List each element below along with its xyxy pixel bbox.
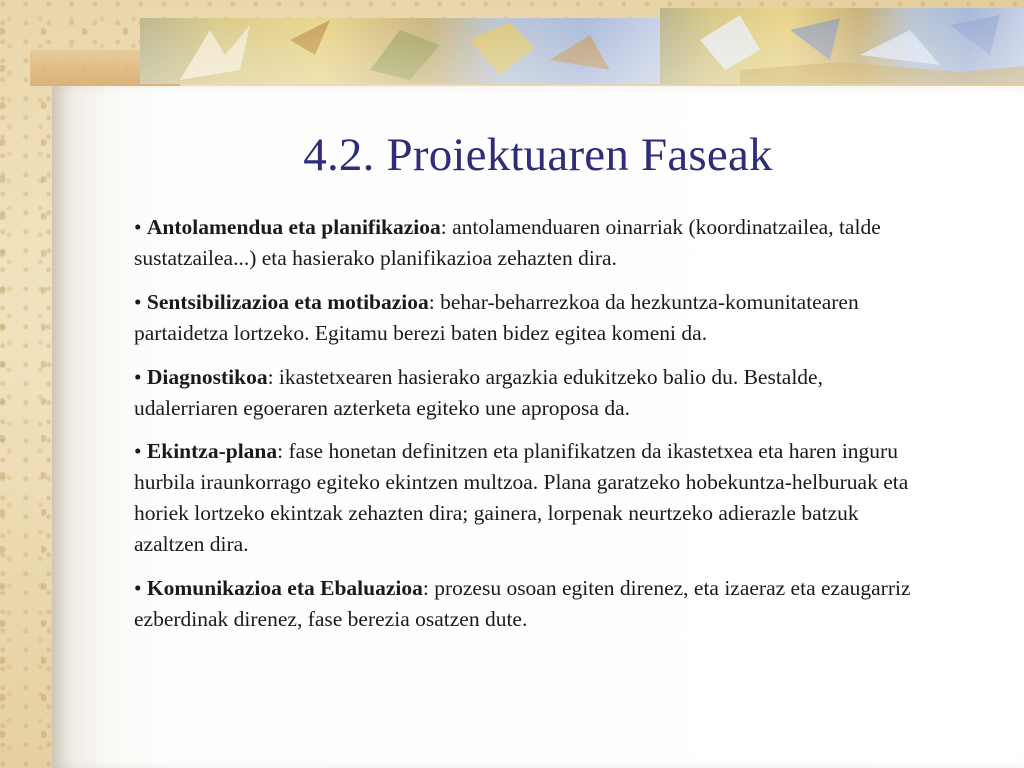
item-text: : prozesu osoan egiten direnez, eta izaeraz eta ezaugarriz ezberdinak direnez, fase berezia osatzen dute. <box>134 576 911 631</box>
list-item <box>134 362 924 424</box>
bullet-icon: • <box>134 215 142 239</box>
list-item <box>134 573 924 635</box>
item-term: Ekintza-plana <box>146 439 278 463</box>
bullet-icon: • <box>134 576 142 600</box>
slide-title: 4.2. Proiektuaren Faseak <box>303 129 773 181</box>
decorative-banner <box>140 0 1024 90</box>
item-text: : ikastetxearen hasierako argazkia edukitzeko balio du. Bestalde, udalerriaren egoeraren azterketa egiteko une aproposa da. <box>134 365 823 420</box>
list-item <box>134 212 924 274</box>
item-term: Diagnostikoa <box>146 365 268 389</box>
list-item <box>134 436 924 560</box>
bullet-icon: • <box>134 290 142 314</box>
item-text: : fase honetan definitzen eta planifikatzen da ikastetxea eta haren inguru hurbila iraunkorrago egiteko ekintzen multzoa. Plana garatzeko hobekuntza-helburuak eta horiek lortzeko ekintzak zehazten dira; gainera, lorpenak neurtzeko adierazle batzuk azaltzen dira. <box>134 439 909 556</box>
item-term: Sentsibilizazioa eta motibazioa <box>146 290 429 314</box>
item-term: Antolamendua eta planifikazioa <box>146 215 441 239</box>
item-text: : behar-beharrezkoa da hezkuntza-komunitatearen partaidetza lortzeko. Egitamu berezi baten bidez egitea komeni da. <box>134 290 859 345</box>
bullet-list <box>134 212 924 648</box>
bullet-icon: • <box>134 365 142 389</box>
item-text: : antolamenduaren oinarriak (koordinatzailea, talde sustatzailea...) eta hasierako planifikazioa zehazten dira. <box>134 215 881 270</box>
list-item <box>134 287 924 349</box>
bullet-icon: • <box>134 439 142 463</box>
item-term: Komunikazioa eta Ebaluazioa <box>146 576 423 600</box>
